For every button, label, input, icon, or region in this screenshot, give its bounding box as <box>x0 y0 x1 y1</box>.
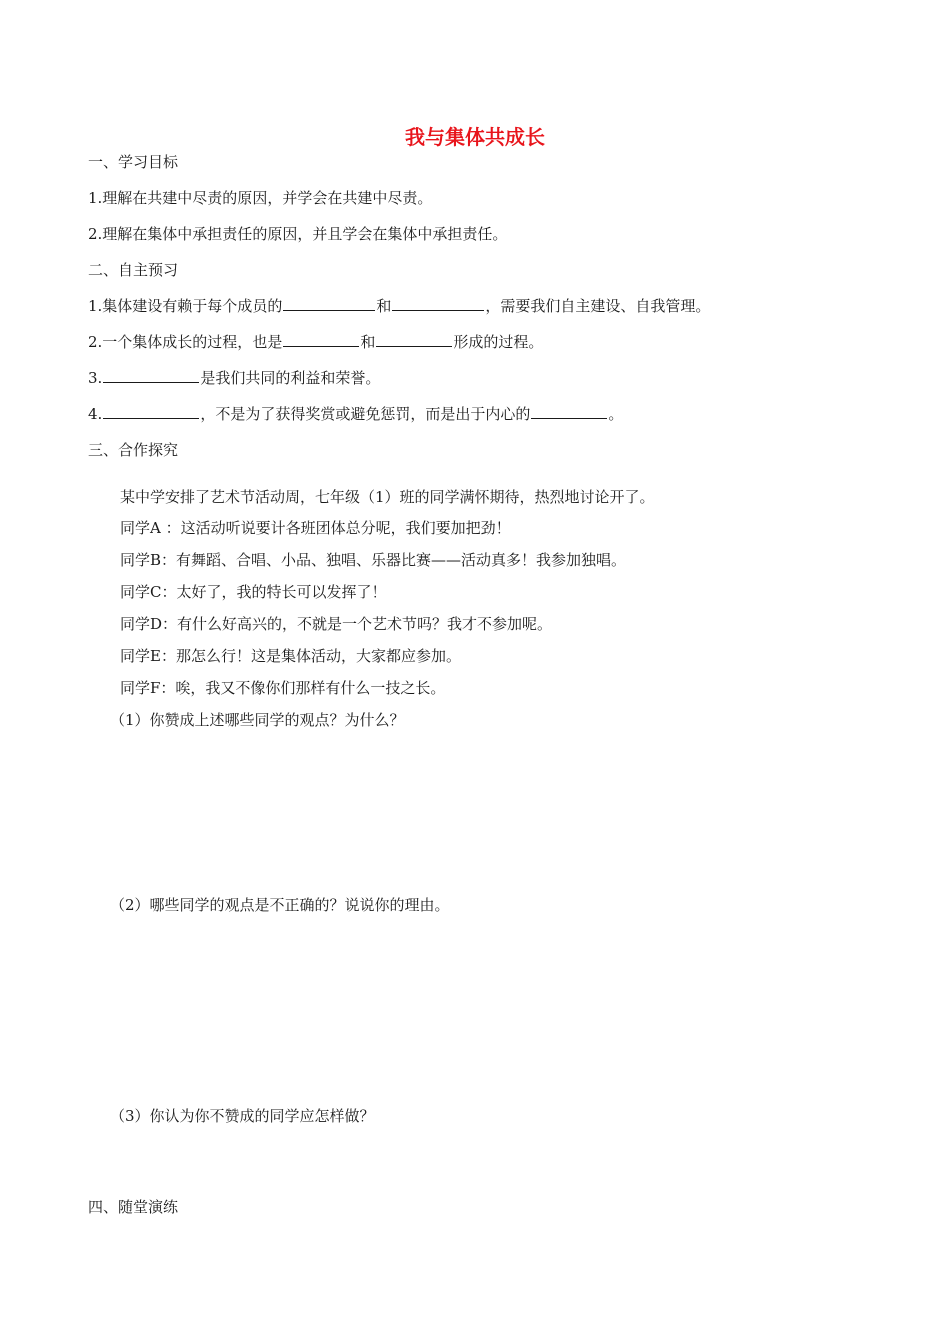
document-title: 我与集体共成长 <box>405 125 545 149</box>
question-text: 是我们共同的利益和荣誉。 <box>200 369 381 387</box>
fill-blank[interactable] <box>392 296 484 311</box>
fill-blank[interactable] <box>531 404 607 419</box>
section-heading-cooperation: 三、合作探究 <box>88 441 179 459</box>
discussion-question-3: （3）你认为你不赞成的同学应怎样做？ <box>110 1107 375 1125</box>
passage-line: 同学A ：这活动听说要计各班团体总分呢，我们要加把劲！ <box>120 519 511 537</box>
discussion-question-2: （2）哪些同学的观点是不正确的？说说你的理由。 <box>110 896 450 914</box>
preview-question-2 <box>88 332 543 352</box>
preview-question-3 <box>88 368 380 388</box>
preview-question-4 <box>88 404 623 424</box>
question-text: 。 <box>608 405 624 423</box>
fill-blank[interactable] <box>376 332 452 347</box>
objective-item-1: 1.理解在共建中尽责的原因，并学会在共建中尽责。 <box>88 189 433 207</box>
preview-question-1 <box>88 296 710 316</box>
question-text: 形成的过程。 <box>453 333 544 351</box>
objective-item-2: 2.理解在集体中承担责任的原因，并且学会在集体中承担责任。 <box>88 225 508 243</box>
discussion-question-1: （1）你赞成上述哪些同学的观点？为什么？ <box>110 711 405 729</box>
question-text: 和 <box>376 297 392 315</box>
passage-line: 同学B：有舞蹈、合唱、小品、独唱、乐器比赛——活动真多！我参加独唱。 <box>120 551 627 569</box>
passage-line: 同学D：有什么好高兴的，不就是一个艺术节吗？我才不参加呢。 <box>120 615 553 633</box>
section-heading-practice: 四、随堂演练 <box>88 1198 179 1216</box>
question-text: ，需要我们自主建设、自我管理。 <box>485 297 711 315</box>
question-text: 1.集体建设有赖于每个成员的 <box>88 297 283 315</box>
section-heading-objectives: 一、学习目标 <box>88 153 179 171</box>
passage-line: 同学F：唉，我又不像你们那样有什么一技之长。 <box>120 679 446 697</box>
question-text: 2.一个集体成长的过程，也是 <box>88 333 283 351</box>
question-text: 3. <box>88 369 103 387</box>
passage-line: 同学C：太好了，我的特长可以发挥了！ <box>120 583 387 601</box>
fill-blank[interactable] <box>103 368 199 383</box>
section-heading-preview: 二、自主预习 <box>88 261 179 279</box>
passage-line: 某中学安排了艺术节活动周，七年级（1）班的同学满怀期待，热烈地讨论开了。 <box>120 488 655 506</box>
question-text: 和 <box>360 333 376 351</box>
passage-line: 同学E：那怎么行！这是集体活动，大家都应参加。 <box>120 647 461 665</box>
fill-blank[interactable] <box>283 296 375 311</box>
fill-blank[interactable] <box>103 404 199 419</box>
question-text: ，不是为了获得奖赏或避免惩罚，而是出于内心的 <box>200 405 531 423</box>
question-text: 4. <box>88 405 103 423</box>
fill-blank[interactable] <box>283 332 359 347</box>
